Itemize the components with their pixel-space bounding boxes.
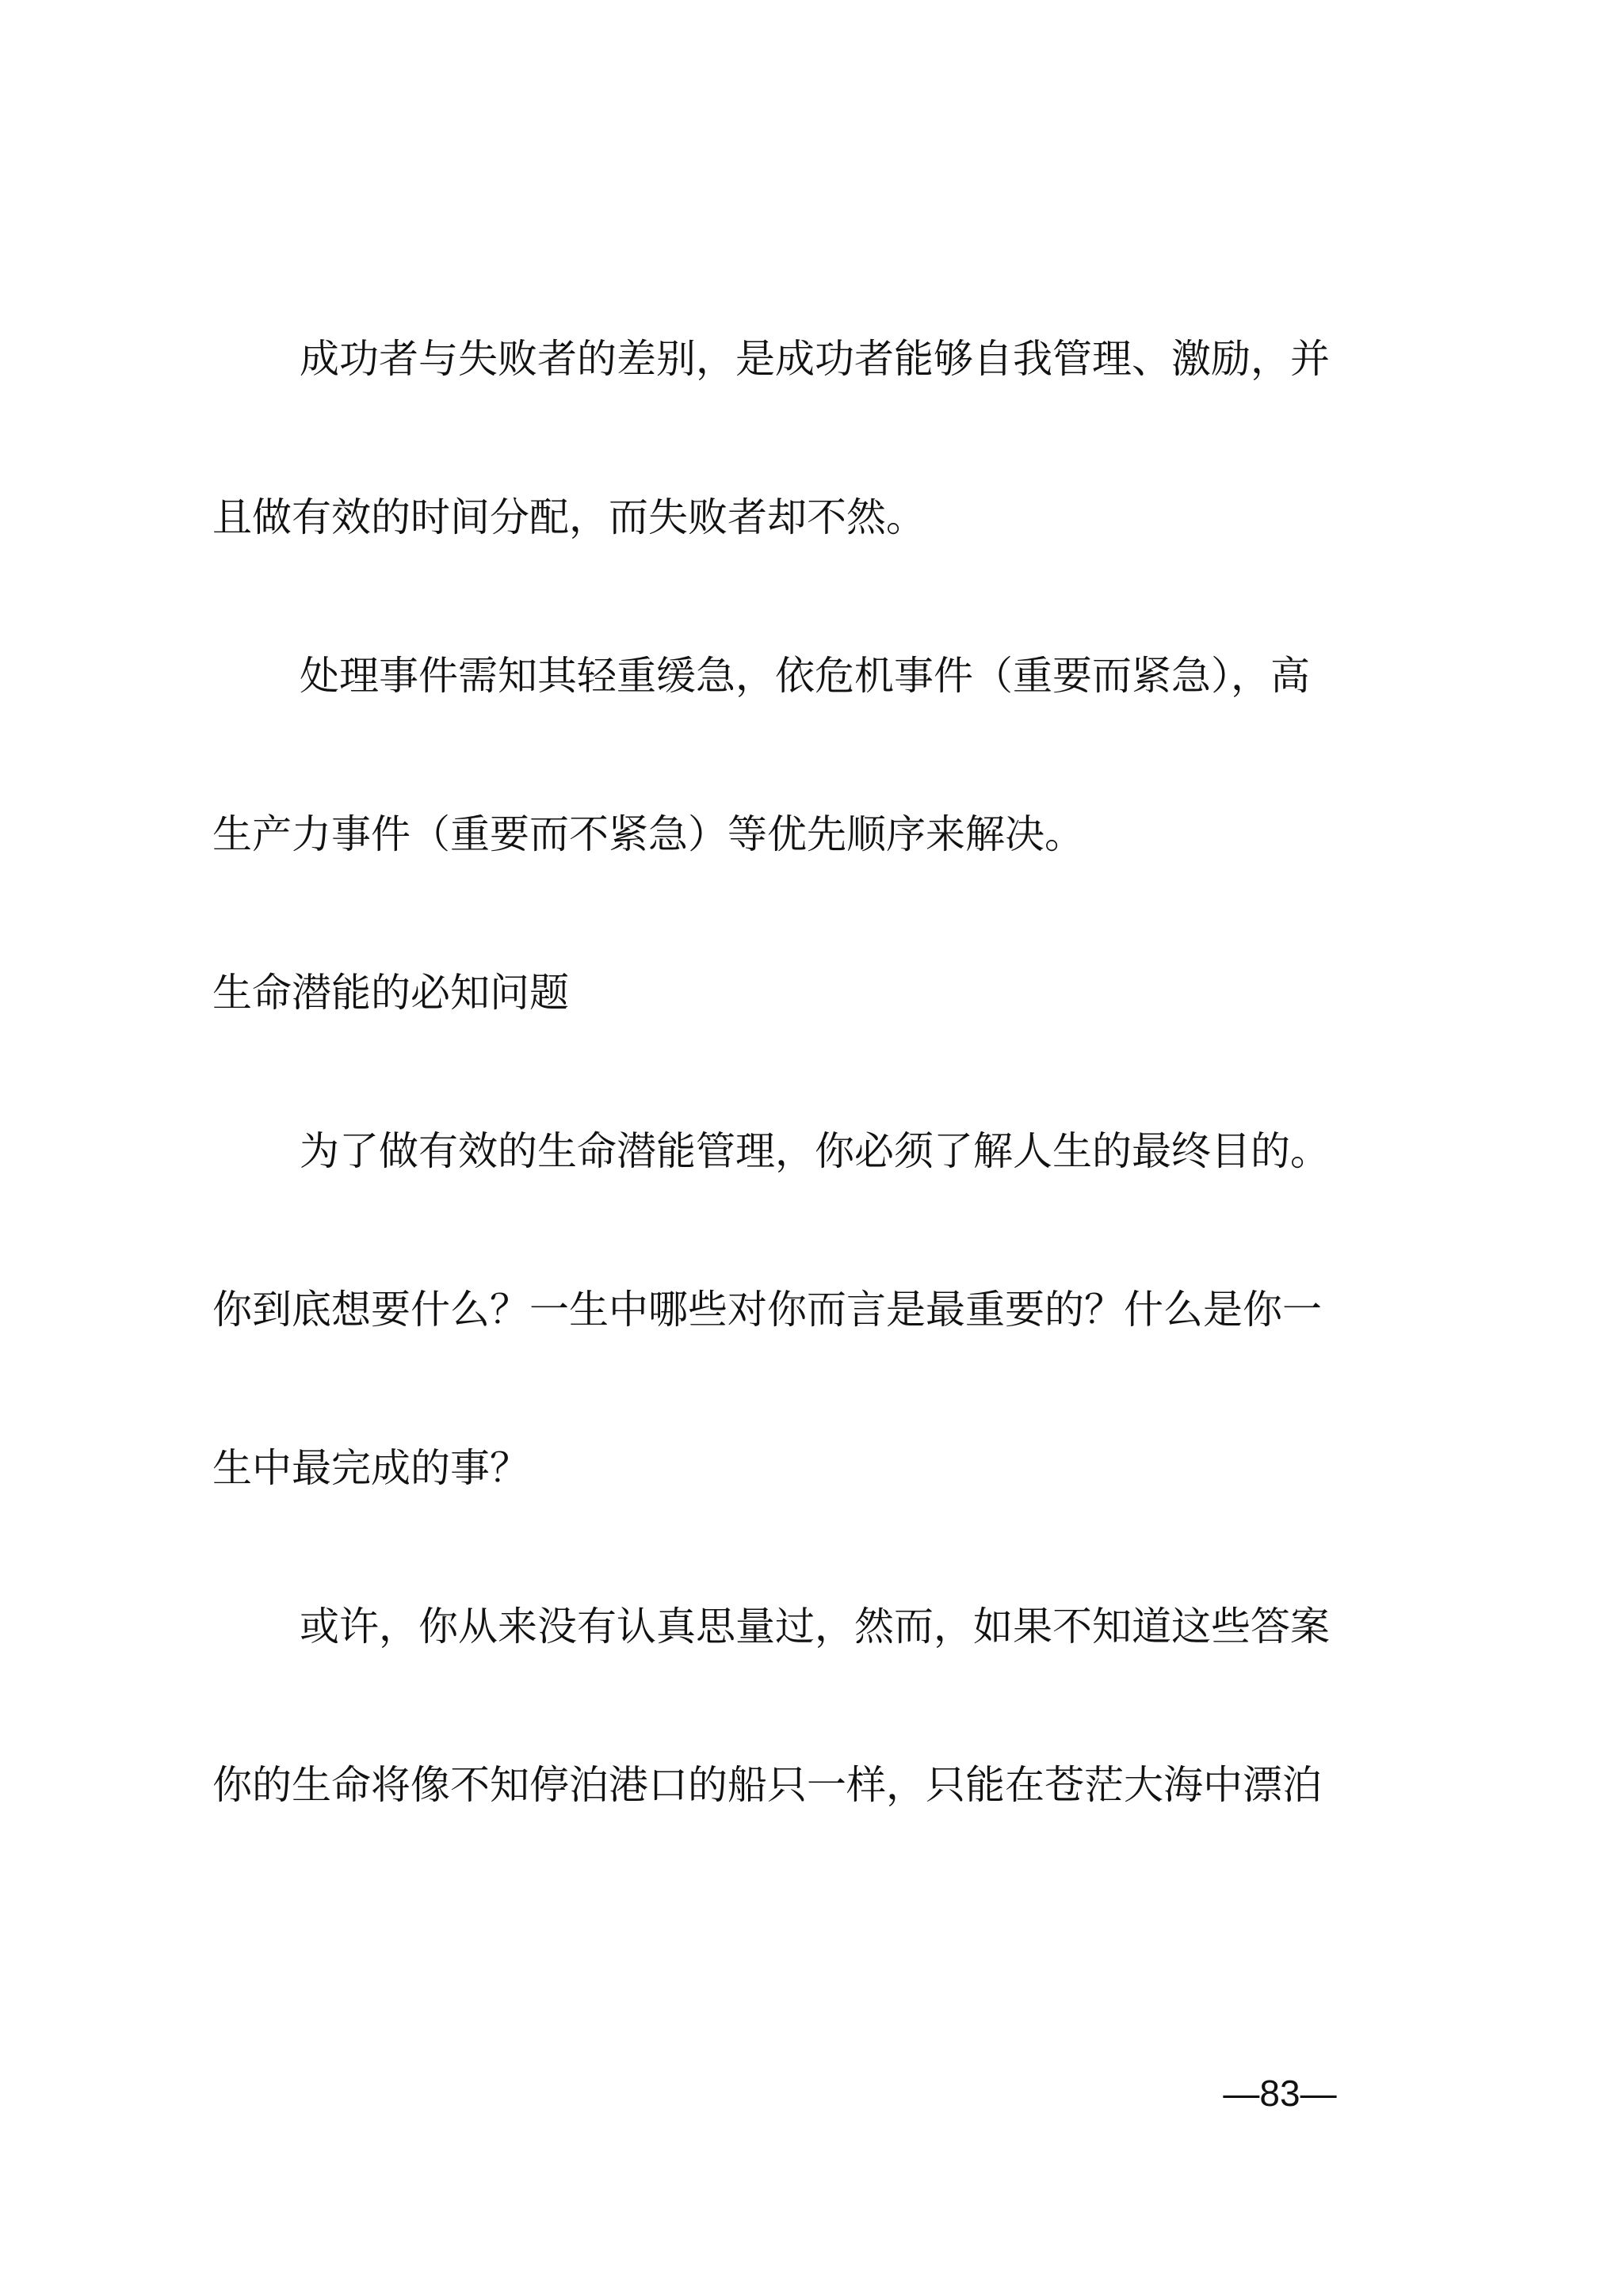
section-heading: 生命潜能的必知问题 xyxy=(212,970,569,1016)
paragraph-3-line-3: 生中最完成的事？ xyxy=(212,1445,529,1491)
paragraph-2-line-2: 生产力事件（重要而不紧急）等优先顺序来解决。 xyxy=(212,811,1084,857)
paragraph-1-line-2: 且做有效的时间分配，而失败者却不然。 xyxy=(212,494,926,540)
paragraph-4-line-1: 或许，你从来没有认真思量过，然而，如果不知道这些答案 xyxy=(300,1604,1330,1650)
paragraph-4-line-2: 你的生命将像不知停泊港口的船只一样，只能在苍茫大海中漂泊 xyxy=(212,1762,1322,1808)
paragraph-2-line-1: 处理事件需知其轻重缓急，依危机事件（重要而紧急），高 xyxy=(300,653,1310,699)
paragraph-1-line-1: 成功者与失败者的差别，是成功者能够自我管理、激励，并 xyxy=(300,336,1330,382)
paragraph-3-line-1: 为了做有效的生命潜能管理，你必须了解人生的最终目的。 xyxy=(300,1128,1330,1174)
paragraph-3-line-2: 你到底想要什么？一生中哪些对你而言是最重要的？什么是你一 xyxy=(212,1287,1322,1333)
page-number: —83— xyxy=(1223,2073,1337,2114)
